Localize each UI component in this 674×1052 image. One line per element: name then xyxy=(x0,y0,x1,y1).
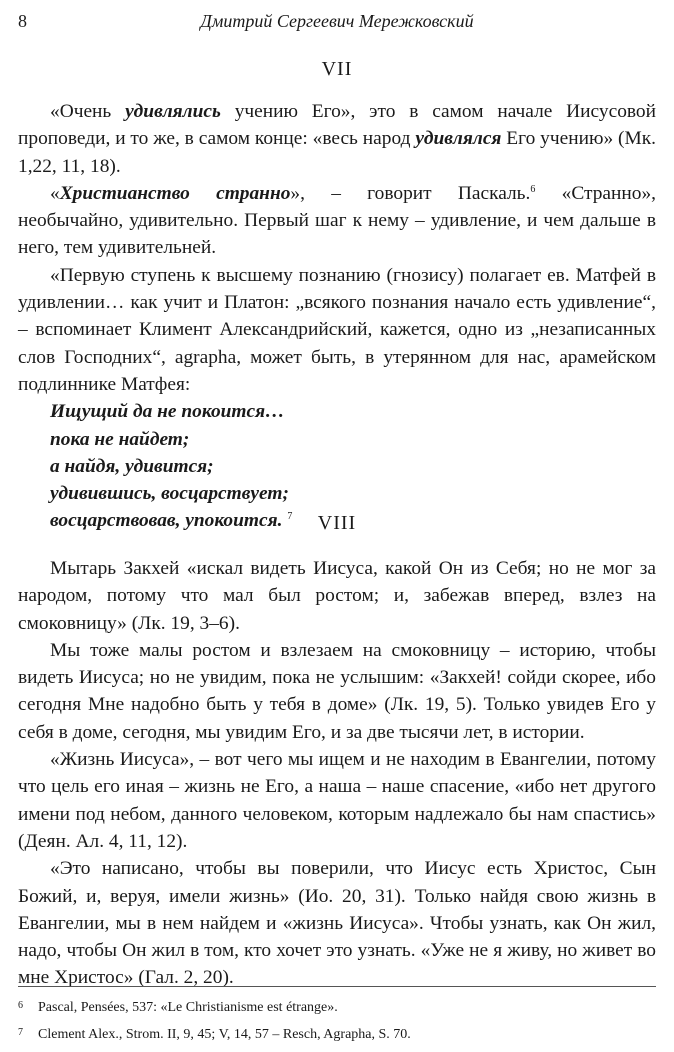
section-heading: VII xyxy=(321,58,353,80)
section-viii xyxy=(18,512,656,992)
verse-line: пока не найдет; xyxy=(50,428,190,450)
paragraph: «Первую ступень к высшему познанию (гнозису) полагает ев. Матфей в удивлении… как учит и Платон: „всякого познания начало есть удивление“, – вспоминает Климент Александрийский, кажется, одно из „незаписанных слов Господних“, agrapha, может быть, в утерянном для нас, арамейском подлиннике Матфея: xyxy=(18,264,656,395)
verse-line: удивившись, восцарствует; xyxy=(50,483,289,505)
verse-line: восцарствовав, упокоится. $^7$ xyxy=(50,510,293,532)
footnote-number: 7 xyxy=(18,1027,23,1038)
page-number: 8 xyxy=(18,11,27,31)
verse-line: а найдя, удивится; xyxy=(50,455,214,477)
paragraph: Мы тоже малы ростом и взлезаем на смоковницу – историю, чтобы видеть Иисуса; но не увидим, пока не услышим: «Закхей! сойди скорее, ибо сегодня Мне надобно быть у тебя в доме» (Лк. 19, 5). Только увидев Его у себя в доме, сегодня, мы увидим Его, и за две тысячи лет, в истории. xyxy=(18,639,656,743)
section-vii xyxy=(18,58,656,535)
verse-line: Ищущий да не покоится… xyxy=(50,401,285,423)
footnote-ref: 7 xyxy=(287,511,293,523)
footnote-number: 6 xyxy=(18,1000,23,1011)
running-title: Дмитрий Сергеевич Мережковский xyxy=(200,11,474,31)
section-heading: VIII xyxy=(317,512,357,534)
footnote-divider xyxy=(18,986,656,987)
footnote xyxy=(18,1021,656,1048)
footnote xyxy=(18,994,656,1021)
paragraph: «Христианство странно», – говорит Паскаль.$^6$ «Странно», необычайно, удивительно. Первый шаг к нему – удивление, и чем дальше в него, тем удивительней. xyxy=(18,182,656,259)
paragraph: «Жизнь Иисуса», – вот чего мы ищем и не находим в Евангелии, потому что цель его иная – жизнь не Его, а наша – наше спасение, «ибо нет другого имени под небом, данного человеком, которым надлежало бы нам спастись» (Деян. Ал. 4, 11, 12). xyxy=(18,749,656,852)
footnote-ref: 6 xyxy=(530,183,536,195)
paragraph: «Это написано, чтобы вы поверили, что Иисус есть Христос, Сын Божий, и, веруя, имели жизнь» (Ио. 20, 31). Только найдя свою жизнь в Евангелии, мы в нем найдем и «жизнь Иисуса». Чтобы узнать, как Он жил, надо, чтобы Он жил в том, кто хочет это узнать. «Уже не я живу, но живет во мне Христос» (Гал. 2, 20). xyxy=(18,858,656,989)
footnotes xyxy=(18,994,656,1048)
paragraph: «Очень удивлялись учению Его», это в самом начале Иисусовой проповеди, и то же, в самом конце: «весь народ удивлялся Его учению» (Мк. 1,22, 11, 18). xyxy=(18,101,656,177)
page-header xyxy=(18,11,656,33)
footnote-text: Clement Alex., Strom. II, 9, 45; V, 14, 57 – Resch, Agrapha, S. 70. xyxy=(38,1027,411,1042)
footnote-text: Pascal, Pensées, 537: «Le Christianisme est étrange». xyxy=(38,1000,338,1015)
paragraph: Мытарь Закхей «искал видеть Иисуса, какой Он из Себя; но не мог за народом, потому что мал был ростом; и, забежав вперед, взлез на смоковницу» (Лк. 19, 3–6). xyxy=(18,558,656,634)
